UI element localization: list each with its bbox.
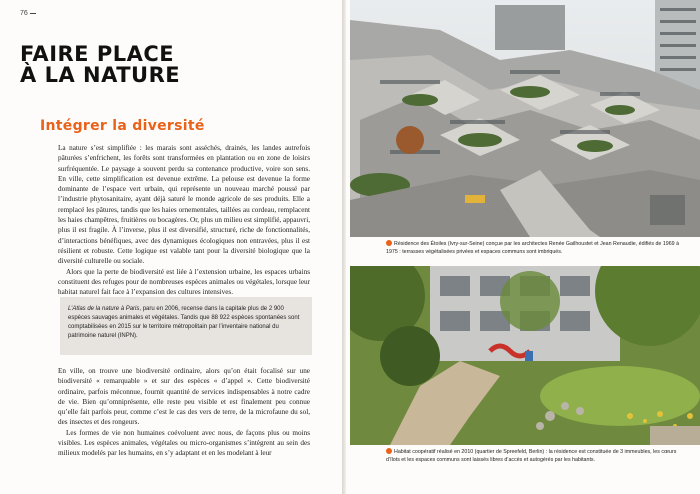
title-line-2: À LA NATURE bbox=[20, 63, 181, 87]
info-box-title: L’Atlas de la nature à Paris bbox=[68, 306, 140, 312]
right-page bbox=[346, 0, 700, 494]
photo-residence-etoiles bbox=[350, 0, 700, 237]
info-box-text: , paru en 2006, recense dans la capitale plus de 2 900 espèces sauvages animales et végétales. Tandis que 88 922 espèces spontanées sont comptabilisées en 2015 sur le territoire métropolitain par l’inventaire national du patrimoine naturel (INPN). bbox=[68, 306, 300, 339]
title-line-1: FAIRE PLACE bbox=[20, 42, 175, 66]
body-text-top bbox=[58, 143, 310, 297]
photo-caption-1: Résidence des Étoiles (Ivry-sur-Seine) conçue par les architectes Renée Gailhoustet et Jean Renaudie, édifiés de 1969 à 1975 : terrasses végétalisées privées et espaces communs sont imbriqués. bbox=[386, 241, 680, 255]
paragraph: En ville, on trouve une biodiversité ordinaire, alors qu’on était focalisé sur une biodiversité « remarquable » et sur des espèces « d’appel ». Cette biodiversité ordinaire, parfois méconnue, fournit quantité de services indispensables à notre cadre de vie. Bien qu’omniprésente, elle reste peu visible et est finalement peu connue qu’elle fait parfois peur, comme c’est le cas des vers de terre, de la microfaune du sol, des insectes et des rongeurs. bbox=[58, 367, 310, 427]
photo-spreefeld-berlin bbox=[350, 266, 700, 445]
page-number: 76 bbox=[20, 10, 36, 17]
info-box bbox=[60, 297, 312, 355]
orange-dot-icon bbox=[386, 448, 392, 454]
section-heading: Intégrer la diversité bbox=[40, 118, 205, 134]
page-title bbox=[20, 44, 180, 86]
paragraph: Les formes de vie non humaines coévoluent avec nous, de façons plus ou moins visibles. Les espèces animales, végétales ou micro-organismes s’intègrent au sein des milieux modelés par les humains, en s’y adaptant et en les modelant à leur bbox=[58, 428, 310, 458]
left-page bbox=[0, 0, 342, 494]
paragraph: La nature s’est simplifiée : les marais sont asséchés, drainés, les landes autrefois pâturées s’enfrichent, les forêts sont transformées en plantation ou en zone de loisirs surfréquentée. Le paysage a souvent perdu sa contenance productive, voire son sens. En ville, cette simplification est devenue extrême. La pelouse est devenue la forme dominante de l’espace vert urbain, qui représente un nouveau marché poussé par l’industrie phytosanitaire, ayant déjà saturé le monde agricole de ses produits. Elle a remplacé les pâtures, tandis que les haies ornementales, taillées au cordeau, remplacent les haies champêtres, fruitières ou bocagères. Or, plus un milieu est simplifié, appauvri, plus il est fragile. À l’inverse, plus il est diversifié, structuré, riche de fonctionnalités, d’interactions bénéfiques, avec des dynamiques écologiques non entravées, plus il est résilient et robuste. Cette logique est valable tant pour la diversité biologique que la diversité culturelle ou sociale. bbox=[58, 144, 310, 266]
paragraph: Alors que la perte de biodiversité est liée à l’extension urbaine, les espaces urbains constituent des refuges pour de nombreuses espèces animales ou végétales, lorsque leur habitat naturel fait face à l’expansion des cultures intensives. bbox=[58, 267, 310, 297]
orange-dot-icon bbox=[386, 240, 392, 246]
photo-caption-2: Habitat coopératif réalisé en 2010 (quartier de Spreefeld, Berlin) : la résidence est constituée de 3 immeubles, les cœurs d’îlots et les espaces communs sont laissés libres d’accès et autogérés par les habitants. bbox=[386, 449, 677, 463]
body-text-bottom bbox=[58, 366, 310, 459]
